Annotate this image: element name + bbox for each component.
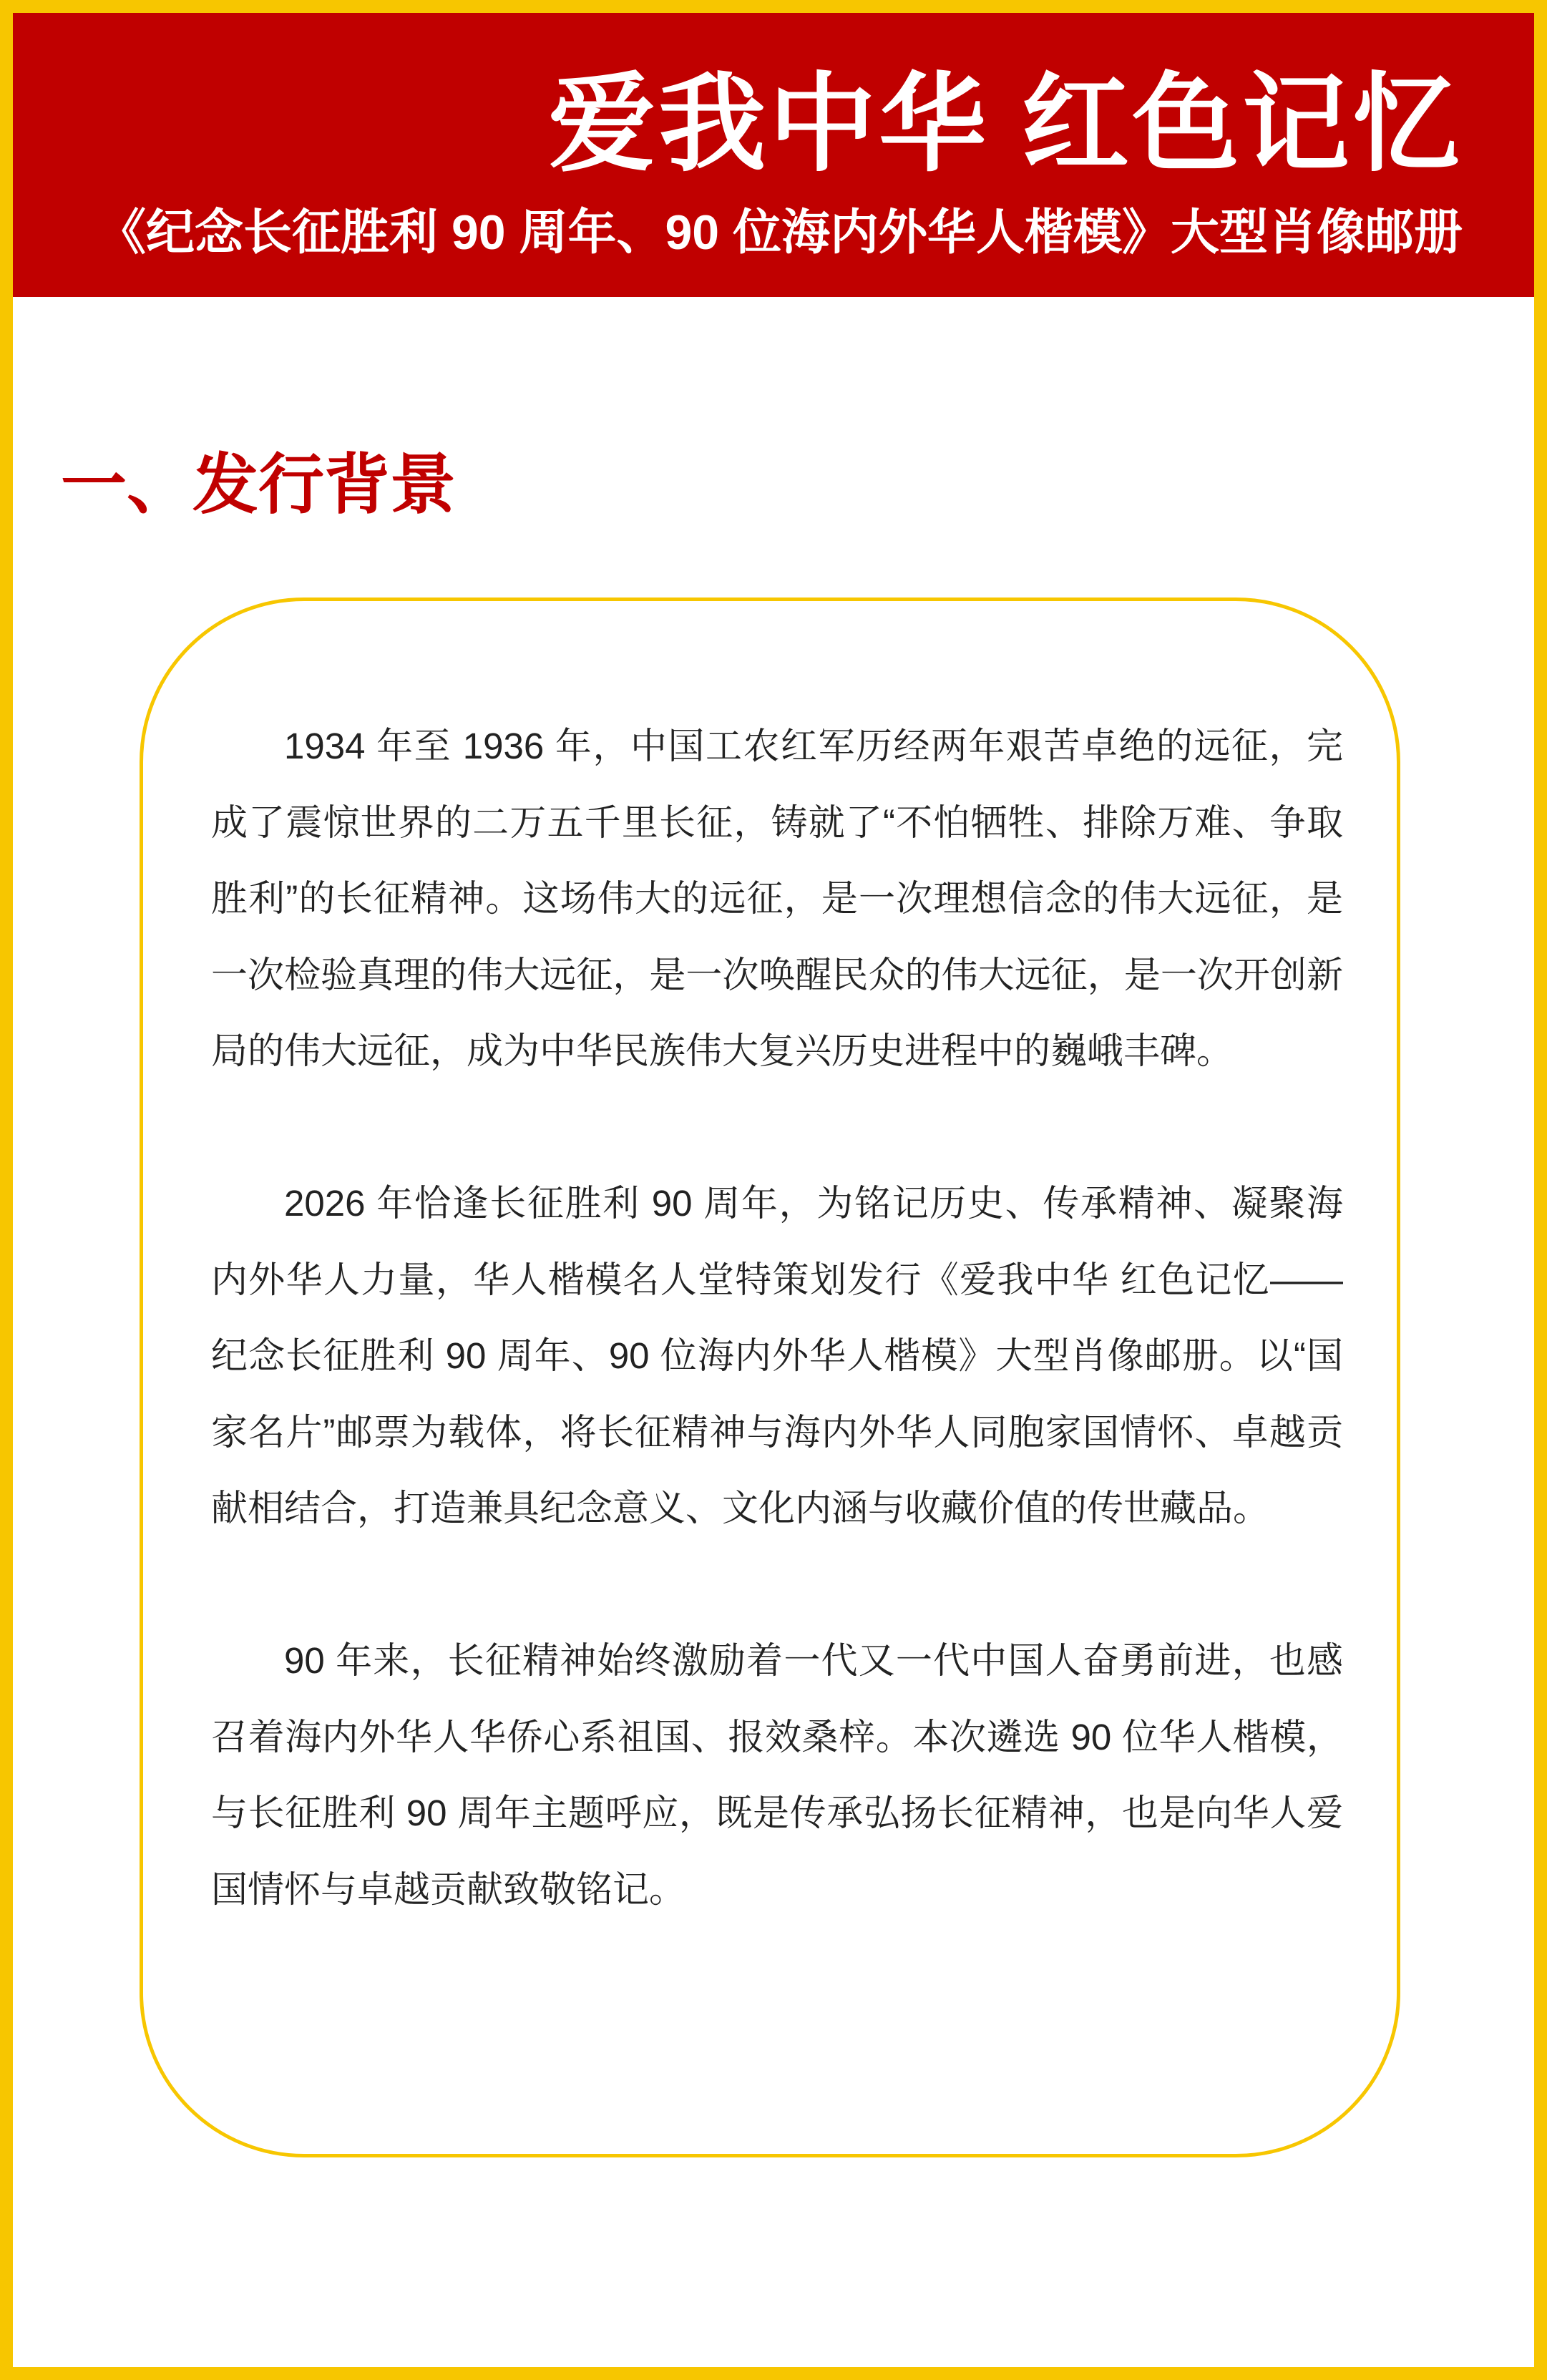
paragraph-1: 1934 年至 1936 年，中国工农红军历经两年艰苦卓绝的远征，完成了震惊世界的二万五千里长征，铸就了“不怕牺牲、排除万难、争取胜利”的长征精神。这场伟大的远征，是一次理想信念的伟大远征，是一次检验真理的伟大远征，是一次唤醒民众的伟大远征，是一次开创新局的伟大远征，成为中华民族伟大复兴历史进程中的巍峨丰碑。 bbox=[211, 726, 1343, 1071]
page bbox=[13, 13, 1534, 2367]
paragraph-3: 90 年来，长征精神始终激励着一代又一代中国人奋勇前进，也感召着海内外华人华侨心系祖国、报效桑梓。本次遴选 90 位华人楷模，与长征胜利 90 周年主题呼应，既是传承弘扬长征精神，也是向华人爱国情怀与卓越贡献致敬铭记。 bbox=[211, 1640, 1343, 1910]
paragraph-2: 2026 年恰逢长征胜利 90 周年，为铭记历史、传承精神、凝聚海内外华人力量，华人楷模名人堂特策划发行《爱我中华 红色记忆——纪念长征胜利 90 周年、90 位海内外华人楷模》大型肖像邮册。以“国家名片”邮票为载体，将长征精神与海内外华人同胞家国情怀、卓越贡献相结合，打造兼具纪念意义、文化内涵与收藏价值的传世藏品。 bbox=[211, 1183, 1343, 1528]
content-box bbox=[140, 598, 1400, 2157]
subtitle: 《纪念长征胜利 90 周年、90 位海内外华人楷模》大型肖像邮册 bbox=[97, 205, 1463, 260]
main-title: 爱我中华 红色记忆 bbox=[548, 64, 1463, 184]
header-banner bbox=[13, 13, 1534, 297]
body-text bbox=[211, 708, 1343, 2004]
section-heading: 一、发行背景 bbox=[61, 449, 457, 522]
